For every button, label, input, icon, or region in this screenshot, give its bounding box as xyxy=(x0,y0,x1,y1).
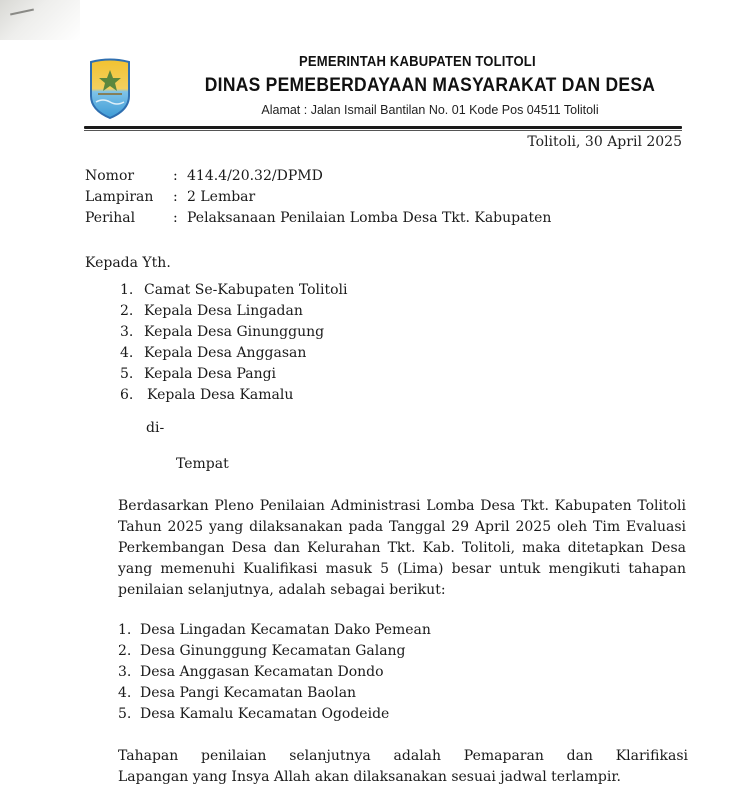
recipient-item xyxy=(120,364,347,385)
letter-date: Tolitoli, 30 April 2025 xyxy=(527,134,682,150)
recipient-number: 2. xyxy=(120,303,134,319)
address-tempat: Tempat xyxy=(176,456,229,472)
meta-value: 414.4/20.32/DPMD xyxy=(187,168,323,184)
meta-label: Lampiran xyxy=(85,189,154,205)
village-number: 1. xyxy=(118,622,132,638)
recipient-item xyxy=(120,343,347,364)
recipient-text: Kepala Desa Anggasan xyxy=(144,345,307,361)
letter-meta xyxy=(85,166,551,229)
village-number: 2. xyxy=(118,643,132,659)
village-item xyxy=(118,620,431,641)
body-paragraph-2 xyxy=(118,746,688,788)
meta-label: Perihal xyxy=(85,210,136,226)
recipient-number: 3. xyxy=(120,324,134,340)
meta-value: 2 Lembar xyxy=(187,189,256,205)
recipient-number: 5. xyxy=(120,366,134,382)
meta-colon: : xyxy=(173,189,178,205)
village-text: Desa Kamalu Kecamatan Ogodeide xyxy=(140,706,390,722)
recipient-text: Kepala Desa Ginunggung xyxy=(144,324,325,340)
letterhead-divider-thin xyxy=(84,130,682,131)
recipient-item xyxy=(120,280,347,301)
recipient-text: Kepala Desa Pangi xyxy=(144,366,277,382)
recipient-number: 4. xyxy=(120,345,134,361)
recipient-item xyxy=(120,322,347,343)
meta-colon: : xyxy=(173,168,178,184)
letterhead-agency: DINAS PEMEBERDAYAAN MASYARAKAT DAN DESA xyxy=(204,75,656,96)
recipient-item xyxy=(120,301,347,322)
letterhead-government: PEMERINTAH KABUPATEN TOLITOLI xyxy=(299,54,536,70)
village-list xyxy=(118,620,431,725)
recipient-list xyxy=(120,280,347,406)
body-paragraph-2-line-1: Tahapan penilaian selanjutnya adalah Pemaparan dan Klarifikasi xyxy=(118,748,688,764)
salutation: Kepada Yth. xyxy=(85,255,171,271)
village-item xyxy=(118,662,431,683)
meta-row-perihal xyxy=(85,208,551,229)
photo-corner-shadow xyxy=(0,0,80,40)
village-text: Desa Anggasan Kecamatan Dondo xyxy=(140,664,384,680)
recipient-text: Kepala Desa Kamalu xyxy=(147,387,294,403)
meta-row-nomor xyxy=(85,166,551,187)
village-item xyxy=(118,704,431,725)
meta-value: Pelaksanaan Penilaian Lomba Desa Tkt. Kabupaten xyxy=(187,210,552,226)
village-number: 4. xyxy=(118,685,132,701)
village-item xyxy=(118,641,431,662)
meta-row-lampiran xyxy=(85,187,551,208)
recipient-number: 1. xyxy=(120,282,134,298)
body-paragraph-2-line-2: Lapangan yang Insya Allah akan dilaksanakan sesuai jadwal terlampir. xyxy=(118,769,621,785)
recipient-item xyxy=(120,385,347,406)
village-text: Desa Pangi Kecamatan Baolan xyxy=(140,685,357,701)
letterhead-address: Alamat : Jalan Ismail Bantilan No. 01 Kode Pos 04511 Tolitoli xyxy=(261,103,599,117)
village-number: 5. xyxy=(118,706,132,722)
village-item xyxy=(118,683,431,704)
address-di: di- xyxy=(146,420,165,436)
meta-colon: : xyxy=(173,210,178,226)
meta-label: Nomor xyxy=(85,168,135,184)
recipient-number: 6. xyxy=(120,387,134,403)
village-number: 3. xyxy=(118,664,132,680)
village-text: Desa Lingadan Kecamatan Dako Pemean xyxy=(140,622,431,638)
body-paragraph-1: Berdasarkan Pleno Penilaian Administrasi Lomba Desa Tkt. Kabupaten Tolitoli Tahun 2025 yang dilaksanakan pada Tanggal 29 April 2025 oleh Tim Evaluasi Perkembangan Desa dan Kelurahan Tkt. Kab. Tolitoli, maka ditetapkan Desa yang memenuhi Kualifikasi masuk 5 (Lima) besar untuk mengikuti tahapan penilaian selanjutnya, adalah sebagai berikut: xyxy=(118,498,686,598)
recipient-text: Kepala Desa Lingadan xyxy=(144,303,303,319)
village-text: Desa Ginunggung Kecamatan Galang xyxy=(140,643,406,659)
recipient-text: Camat Se-Kabupaten Tolitoli xyxy=(144,282,348,298)
letterhead-divider xyxy=(84,126,682,129)
